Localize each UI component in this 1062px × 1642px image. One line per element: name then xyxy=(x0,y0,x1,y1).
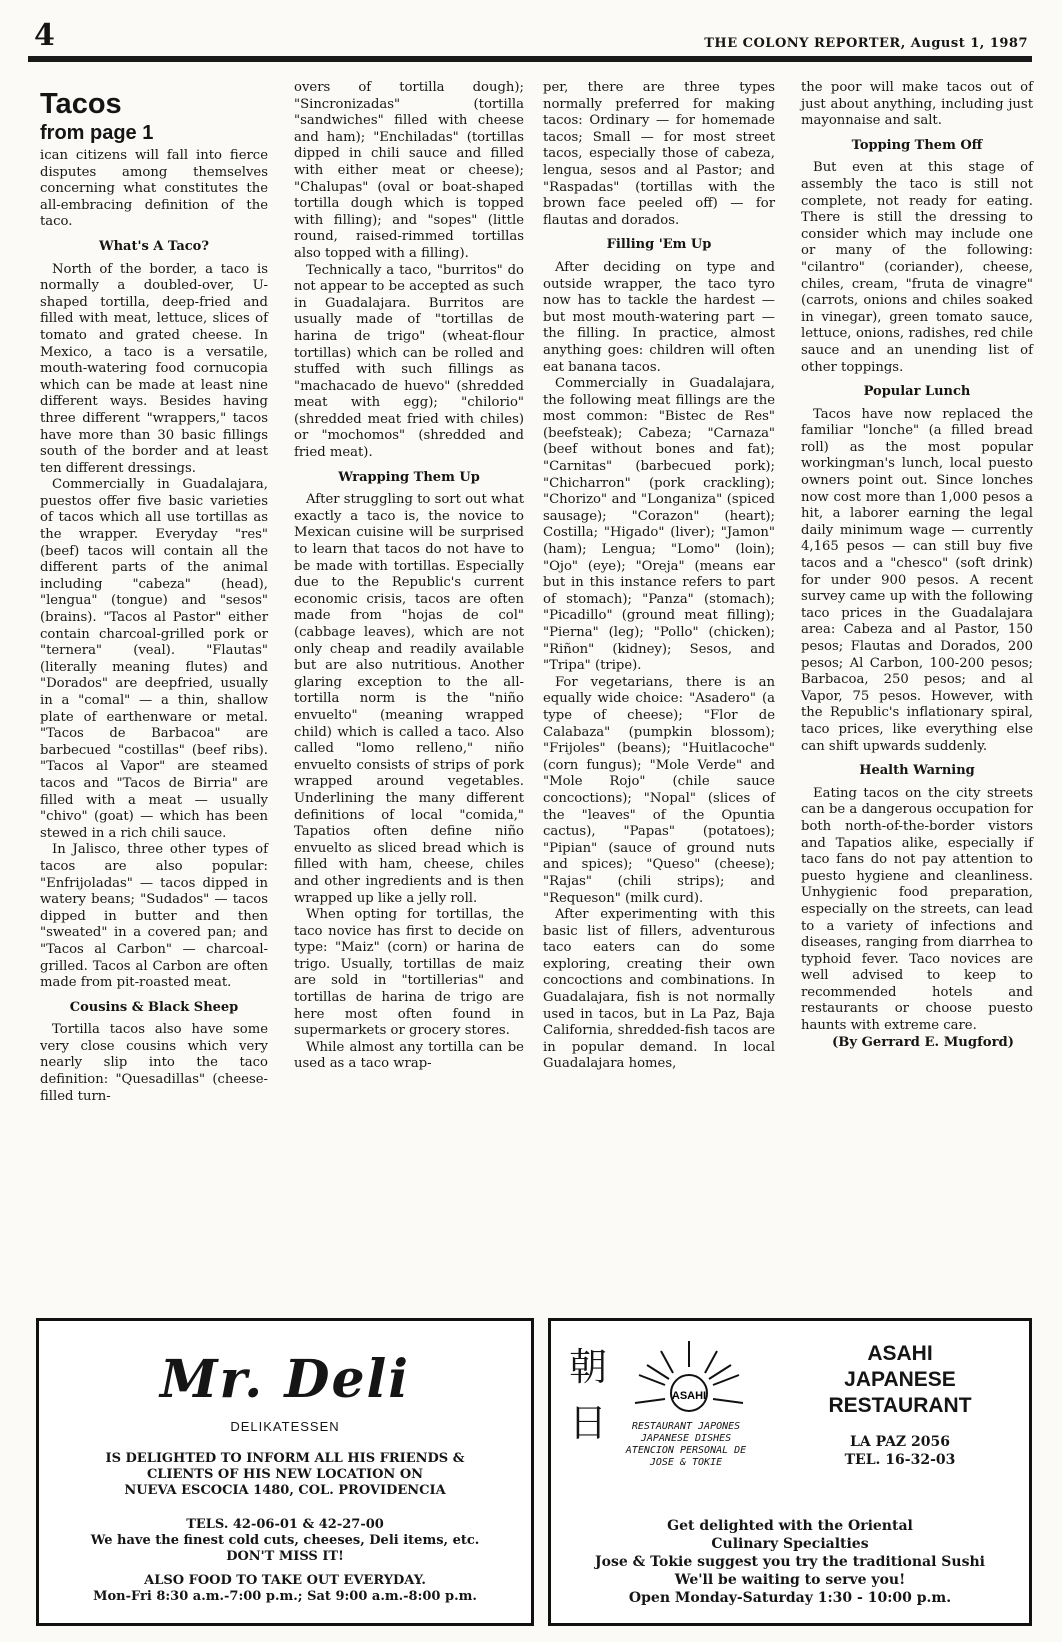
asahi-logo-word: ASAHI xyxy=(671,1390,707,1402)
paragraph: overs of tortilla dough); "Sincronizadas" (tortilla "sandwiches" filled with cheese and ham); "Enchiladas" (tortillas dipped in chili sauce and filled with either meat or cheese); "Chalupas" (oval or boat-shaped tortilla dough which is topped with filling); and "sopes" (little round, raised-rimmed tortillas also topped with a filling). xyxy=(294,80,524,261)
column-body xyxy=(40,148,268,1105)
deli-line-6: ALSO FOOD TO TAKE OUT EVERYDAY. xyxy=(144,1573,426,1588)
header-rule xyxy=(28,56,1032,62)
section-heading: Wrapping Them Up xyxy=(338,469,480,485)
name-line: ASAHI xyxy=(867,1342,933,1365)
paragraph: After deciding on type and outside wrapper, the taco tyro now has to tackle the hardest — but most mouth-watering part — the filling. In practice, almost anything goes: children will often eat banana tacos. xyxy=(543,259,775,375)
paragraph: Commercially in Guadalajara, puestos offer five basic varieties of tacos which all use tortillas as the wrapper. Everyday "res" (beef) tacos will contain all the different parts of the animal including "cabeza" (head), "lengua" (tongue) and "sesos" (brains). "Tacos al Pastor" either contain charcoal-grilled pork or "ternera" (veal). "Flautas" (literally meaning flutes) and "Dorados" are deepfried, usually in a "comal" — a thin, shallow plate of earthenware or metal. "Tacos de Barbacoa" are barbecued "costillas" (beef ribs). "Tacos al Vapor" are steamed tacos and "Tacos de Birria" are filled with a meat — usually "chivo" (goat) — which has been stewed in a rich chili sauce. xyxy=(40,477,268,841)
deli-line-5: DON'T MISS IT! xyxy=(226,1549,344,1564)
logo-line: JAPANESE DISHES xyxy=(640,1433,732,1444)
section-heading: What's A Taco? xyxy=(99,238,209,254)
column-body xyxy=(294,80,524,1073)
column-body xyxy=(543,80,775,1073)
asahi-line-3: Jose & Tokie suggest you try the traditional Sushi xyxy=(595,1554,985,1570)
paragraph: After experimenting with this basic list of fillers, adventurous taco eaters can do some exploring, creating their own concoctions and combinations. In Guadalajara, fish is not normally used in tacos, but in La Paz, Baja California, shredded-fish tacos are in popular demand. In local Guadalajara homes, xyxy=(543,907,775,1072)
kanji-character: 日 xyxy=(569,1401,608,1445)
article-column-4 xyxy=(801,80,1033,1051)
section-heading: Cousins & Black Sheep xyxy=(69,999,239,1015)
paragraph: ican citizens will fall into fierce disputes among themselves concerning what constitutes the all-embracing definition of the taco. xyxy=(40,148,268,230)
paragraph: Technically a taco, "burritos" do not appear to be accepted as such in Guadalajara. Burritos are usually made of "tortillas de harina de trigo" (wheat-flour tortillas) which can be rolled and stuffed with such fillings as "machacado de huevo" (shredded meat with egg); "chilorio" (shredded meat fried with chiles) or "mochomos" (shredded and fried meat). xyxy=(294,262,524,461)
paragraph: the poor will make tacos out of just about anything, including just mayonnaise and salt. xyxy=(801,80,1033,129)
name-line: RESTAURANT xyxy=(828,1394,972,1417)
paragraph: Eating tacos on the city streets can be a dangerous occupation for both north-of-the-border vistors and Tapatios alike, especially if taco fans do not pay attention to puesto hygiene and cleanliness. Unhygienic food preparation, especially on the streets, can lead to a variety of infections and diseases, ranging from diarrhea to typhoid fever. Taco novices are well advised to keep to recommended hotels and restaurants or choose puesto haunts with extreme care. xyxy=(801,785,1033,1034)
kanji-character: 朝 xyxy=(569,1345,608,1389)
article-headline: Tacos xyxy=(40,88,122,120)
section-heading: Popular Lunch xyxy=(863,384,971,400)
paragraph: For vegetarians, there is an equally wide choice: "Asadero" (a type of cheese); "Flor de Calabaza" (pumpkin blossom); "Frijoles" (beans); "Huitlacoche" (corn fungus); "Mole Verde" and "Mole Rojo" (chile sauce concoctions); "Nopal" (slices of the "leaves" of the Opuntia cactus), "Papas" (potatoes); "Pipian" (sauce of ground nuts and spices); "Queso" (cheese); "Rajas" (chili strips); and "Requeson" (milk curd). xyxy=(543,674,775,906)
deli-telephones: TELS. 42-06-01 & 42-27-00 xyxy=(186,1517,384,1532)
deli-line-4: We have the finest cold cuts, cheeses, Deli items, etc. xyxy=(90,1533,480,1548)
telephone-line: TEL. 16-32-03 xyxy=(844,1452,956,1468)
name-line: JAPANESE xyxy=(844,1368,956,1391)
asahi-address xyxy=(795,1433,1005,1469)
paragraph: North of the border, a taco is normally a doubled-over, U-shaped tortilla, deep-fried and filled with meat, lettuce, slices of tomato and grated cheese. In Mexico, a taco is a versatile, mouth-watering food cornucopia which can be made at least nine different ways. Besides having three different "wrappers," tacos have more than 30 basic fillings south of the border and at least ten different dressings. xyxy=(40,261,268,476)
article-subhead: from page 1 xyxy=(40,122,154,144)
asahi-hours: Open Monday-Saturday 1:30 - 10:00 p.m. xyxy=(628,1590,952,1606)
paragraph: After struggling to sort out what exactly a taco is, the novice to Mexican cuisine will be surprised to learn that tacos do not have to be made with tortillas. Especially due to the Republic's current economic crisis, tacos are often made from "hojas de col" (cabbage leaves), which are not only cheap and readily available but are also nutritious. Another glaring exception to the all-tortilla norm is the "niño envuelto" (meaning wrapped child) which is called a taco. Also called "lomo relleno," niño envuelto consists of strips of pork wrapped around vegetables. Underlining the many different definitions of local "comida," Tapatios often define niño envuelto as sliced bread which is filled with ham, cheese, chiles and other ingredients and is then wrapped up like a jelly roll. xyxy=(294,492,524,906)
paragraph: Commercially in Guadalajara, the following meat fillings are the most common: "Bistec de Res" (beefsteak); Cabeza; "Carnaza" (beef without bones and fat); "Carnitas" (barbecued pork); "Chicharron" (pork crackling); "Chorizo" and "Longaniza" (spiced sausage); "Corazon" (heart); Costilla; "Higado" (liver); "Jamon" (ham); Lengua; "Lomo" (loin); "Ojo" (eye); "Oreja" (means ear but in this instance refers to part of stomach); "Panza" (stomach); "Picadillo" (ground meat filling); "Pierna" (leg); "Pollo" (chicken); "Riñon" (kidney); Sesos, and "Tripa" (tripe). xyxy=(543,376,775,674)
article-column-1 xyxy=(40,80,268,1105)
logo-line: ATENCION PERSONAL DE xyxy=(625,1445,747,1456)
deli-hours: Mon-Fri 8:30 a.m.-7:00 p.m.; Sat 9:00 a.m.-8:00 p.m. xyxy=(93,1589,477,1604)
asahi-line-1: Get delighted with the Oriental xyxy=(667,1518,913,1534)
mr-deli-advertisement xyxy=(36,1318,534,1626)
article-column-2 xyxy=(294,80,524,1073)
paragraph: Tortilla tacos also have some very close cousins which very nearly slip into the taco definition: "Quesadillas" (cheese-filled turn- xyxy=(40,1022,268,1104)
deli-line-2: CLIENTS OF HIS NEW LOCATION ON xyxy=(146,1467,424,1482)
article-column-3 xyxy=(543,80,775,1073)
asahi-kanji xyxy=(569,1339,607,1451)
column-body xyxy=(801,80,1033,1051)
section-heading: Filling 'Em Up xyxy=(606,237,712,253)
address-line: LA PAZ 2056 xyxy=(849,1434,950,1450)
asahi-logo-text xyxy=(611,1421,761,1469)
paragraph: When opting for tortillas, the taco novice has first to decide on type: "Maiz" (corn) or harina de trigo. Usually, tortillas de maiz are sold in "tortillerias" and tortillas de harina de trigo are here most often found in supermarkets or grocery stores. xyxy=(294,907,524,1039)
asahi-restaurant-name xyxy=(795,1341,1005,1419)
mr-deli-logo: Mr. Deli xyxy=(159,1349,411,1410)
section-heading: Topping Them Off xyxy=(851,137,983,153)
paragraph: Tacos have now replaced the familiar "lonche" (a filled bread roll) as the most popular workingman's lunch, local puesto owners point out. Since lonches now cost more than 1,000 pesos a hit, a laborer earning the legal daily minimum wage — currently 4,165 pesos — can still buy five tacos and a "chesco" (soft drink) for under 900 pesos. A recent survey came up with the following taco prices in the Guadalajara area: Cabeza and al Pastor, 150 pesos; Flautas and Dorados, 200 pesos; Al Carbon, 100-200 pesos; Barbacoa, 250 pesos; and al Vapor, 75 pesos. However, with the Republic's inflationary spiral, taco prices, like everything else can shift upwards suddenly. xyxy=(801,406,1033,754)
deli-line-1: IS DELIGHTED TO INFORM ALL HIS FRIENDS & xyxy=(105,1451,465,1466)
paragraph: But even at this stage of assembly the taco is still not complete, not ready for eating. There is still the dressing to consider which may include one or many of the following: "cilantro" (coriander), cheese, chiles, cream, "fruta de vinagre" (carrots, onions and chiles soaked in vinegar), green tomato sauce, lettuce, onions, radishes, red chile sauce and an unending list of other toppings. xyxy=(801,160,1033,375)
paragraph: In Jalisco, three other types of tacos are also popular: "Enfrijoladas" — tacos dipped in watery beans; "Sudados" — tacos dipped in butter and then "sweated" in a covered pan; and "Tacos al Carbon" — charcoal-grilled. Tacos al Carbon are often made from pit-roasted meat. xyxy=(40,842,268,991)
asahi-line-2: Culinary Specialties xyxy=(711,1536,869,1552)
section-heading: Health Warning xyxy=(859,763,975,779)
masthead: THE COLONY REPORTER, August 1, 1987 xyxy=(704,36,1028,51)
asahi-line-4: We'll be waiting to serve you! xyxy=(674,1572,906,1588)
paragraph: per, there are three types normally preferred for making tacos: Ordinary — for homemade tacos; Small — for most street tacos, especially those of cabeza, lengua, sesos and al Pastor; and "Raspadas" (tortillas with the brown face peeled off) — for flautas and dorados. xyxy=(543,80,775,228)
asahi-advertisement xyxy=(548,1318,1032,1626)
logo-line: JOSE & TOKIE xyxy=(649,1457,723,1468)
deli-subtitle: DELIKATESSEN xyxy=(230,1419,340,1434)
paragraph: While almost any tortilla can be used as a taco wrap- xyxy=(294,1039,524,1072)
page-number: 4 xyxy=(34,18,55,53)
logo-line: RESTAURANT JAPONES xyxy=(631,1421,741,1432)
byline: (By Gerrard E. Mugford) xyxy=(831,1034,1014,1050)
deli-line-3: NUEVA ESCOCIA 1480, COL. PROVIDENCIA xyxy=(124,1483,446,1498)
